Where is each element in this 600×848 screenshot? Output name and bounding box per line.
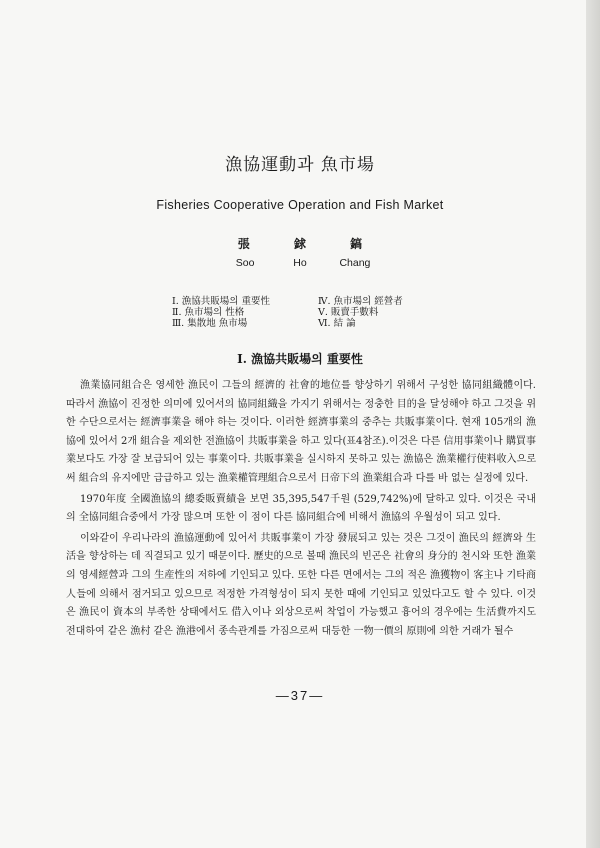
toc-item: Ⅳ. 魚市場의 經營者 [318, 296, 403, 307]
table-of-contents-left [172, 296, 270, 329]
paper-subtitle: Fisheries Cooperative Operation and Fish Market [156, 198, 444, 212]
paragraph: 漁業協同組合은 영세한 漁民이 그들의 經濟的 社會的地位를 향상하기 위해서 구성한 協同組織體이다. 따라서 漁協이 진정한 의미에 있어서의 協同組織을 가지기 위해서는 정충한 目的을 달성해야 하고 그것을 위한 수단으로서는 經濟事業을 해야 하는 것이다. 이러한 經濟事業의 중추는 共販事業이다. 현재 105개의 漁協에 있어서 2개 組合을 제외한 전漁協이 共販事業을 하고 있다(표4참조).이것은 다른 信用事業이나 購買事業보다도 가장 잘 보급되어 있는 事業이다. 共販事業을 실시하지 못하고 있는 漁協은 漁業權行使料收入으로써 組合의 유지에만 급급하고 있는 漁業權管理組合으로서 日帝下의 漁業組合과 다를 바 없는 실정에 있다. [66, 380, 536, 484]
author-roman-part: Soo [235, 257, 255, 269]
toc-item: Ⅰ. 漁協共販場의 重要性 [172, 296, 270, 307]
paragraph: 1970年度 全國漁協의 總委販賣績을 보면 35,395,547千원 (529,742%)에 달하고 있다. 이것은 국내의 全協同組合중에서 가장 많으며 또한 이 점이 다른 協同組合에 비해서 漁協의 우월성이 되고 있다. [66, 493, 536, 524]
author-char: 張 [237, 237, 250, 251]
author-name-hanja [0, 235, 600, 252]
toc-item: Ⅵ. 結 論 [318, 318, 356, 329]
author-roman-part: Chang [339, 257, 371, 269]
toc-item: Ⅲ. 集散地 魚市場 [172, 318, 248, 329]
paper-title: 漁協運動과 魚市場 [225, 155, 375, 175]
author-char: 鎬 [350, 237, 363, 251]
author-name-roman [0, 257, 600, 269]
section-heading: Ⅰ. 漁協共販場의 重要性 [237, 352, 363, 366]
paragraph: 이와같이 우리나라의 漁協運動에 있어서 共販事業이 가장 發展되고 있는 것은 그것이 漁民의 經濟와 生活을 향상하는 데 직결되고 있기 때문이다. 歷史的으로 볼때 漁民의 빈곤은 社會의 身分的 천시와 또한 漁業의 영세經營과 그의 生産性의 저하에 기인되고 있다. 또한 다른 면에서는 그의 적은 漁獲物이 客主나 기타商人들에 의해서 점거되고 있으므로 적정한 가격형성이 되지 못한 때에 기인되고 있었다고도 할 수 있다. 이것은 漁民이 資本의 부족한 상태에서도 借入이나 외상으로써 착업이 가능했고 흉어의 경우에는 生活費까지도 전대하여 같은 漁村 같은 漁港에서 종속관계를 가짐으로써 대등한 一物一價의 原則에 의한 거래가 될수 [66, 532, 536, 637]
page-number: —37— [275, 688, 325, 703]
author-char: 銶 [293, 237, 306, 251]
author-roman-part: Ho [293, 257, 307, 269]
table-of-contents-right [318, 296, 403, 329]
toc-item: Ⅴ. 販賣手數料 [318, 307, 379, 318]
page-edge-shadow [586, 0, 600, 848]
toc-item: Ⅱ. 魚市場의 性格 [172, 307, 245, 318]
body-text [66, 377, 536, 641]
